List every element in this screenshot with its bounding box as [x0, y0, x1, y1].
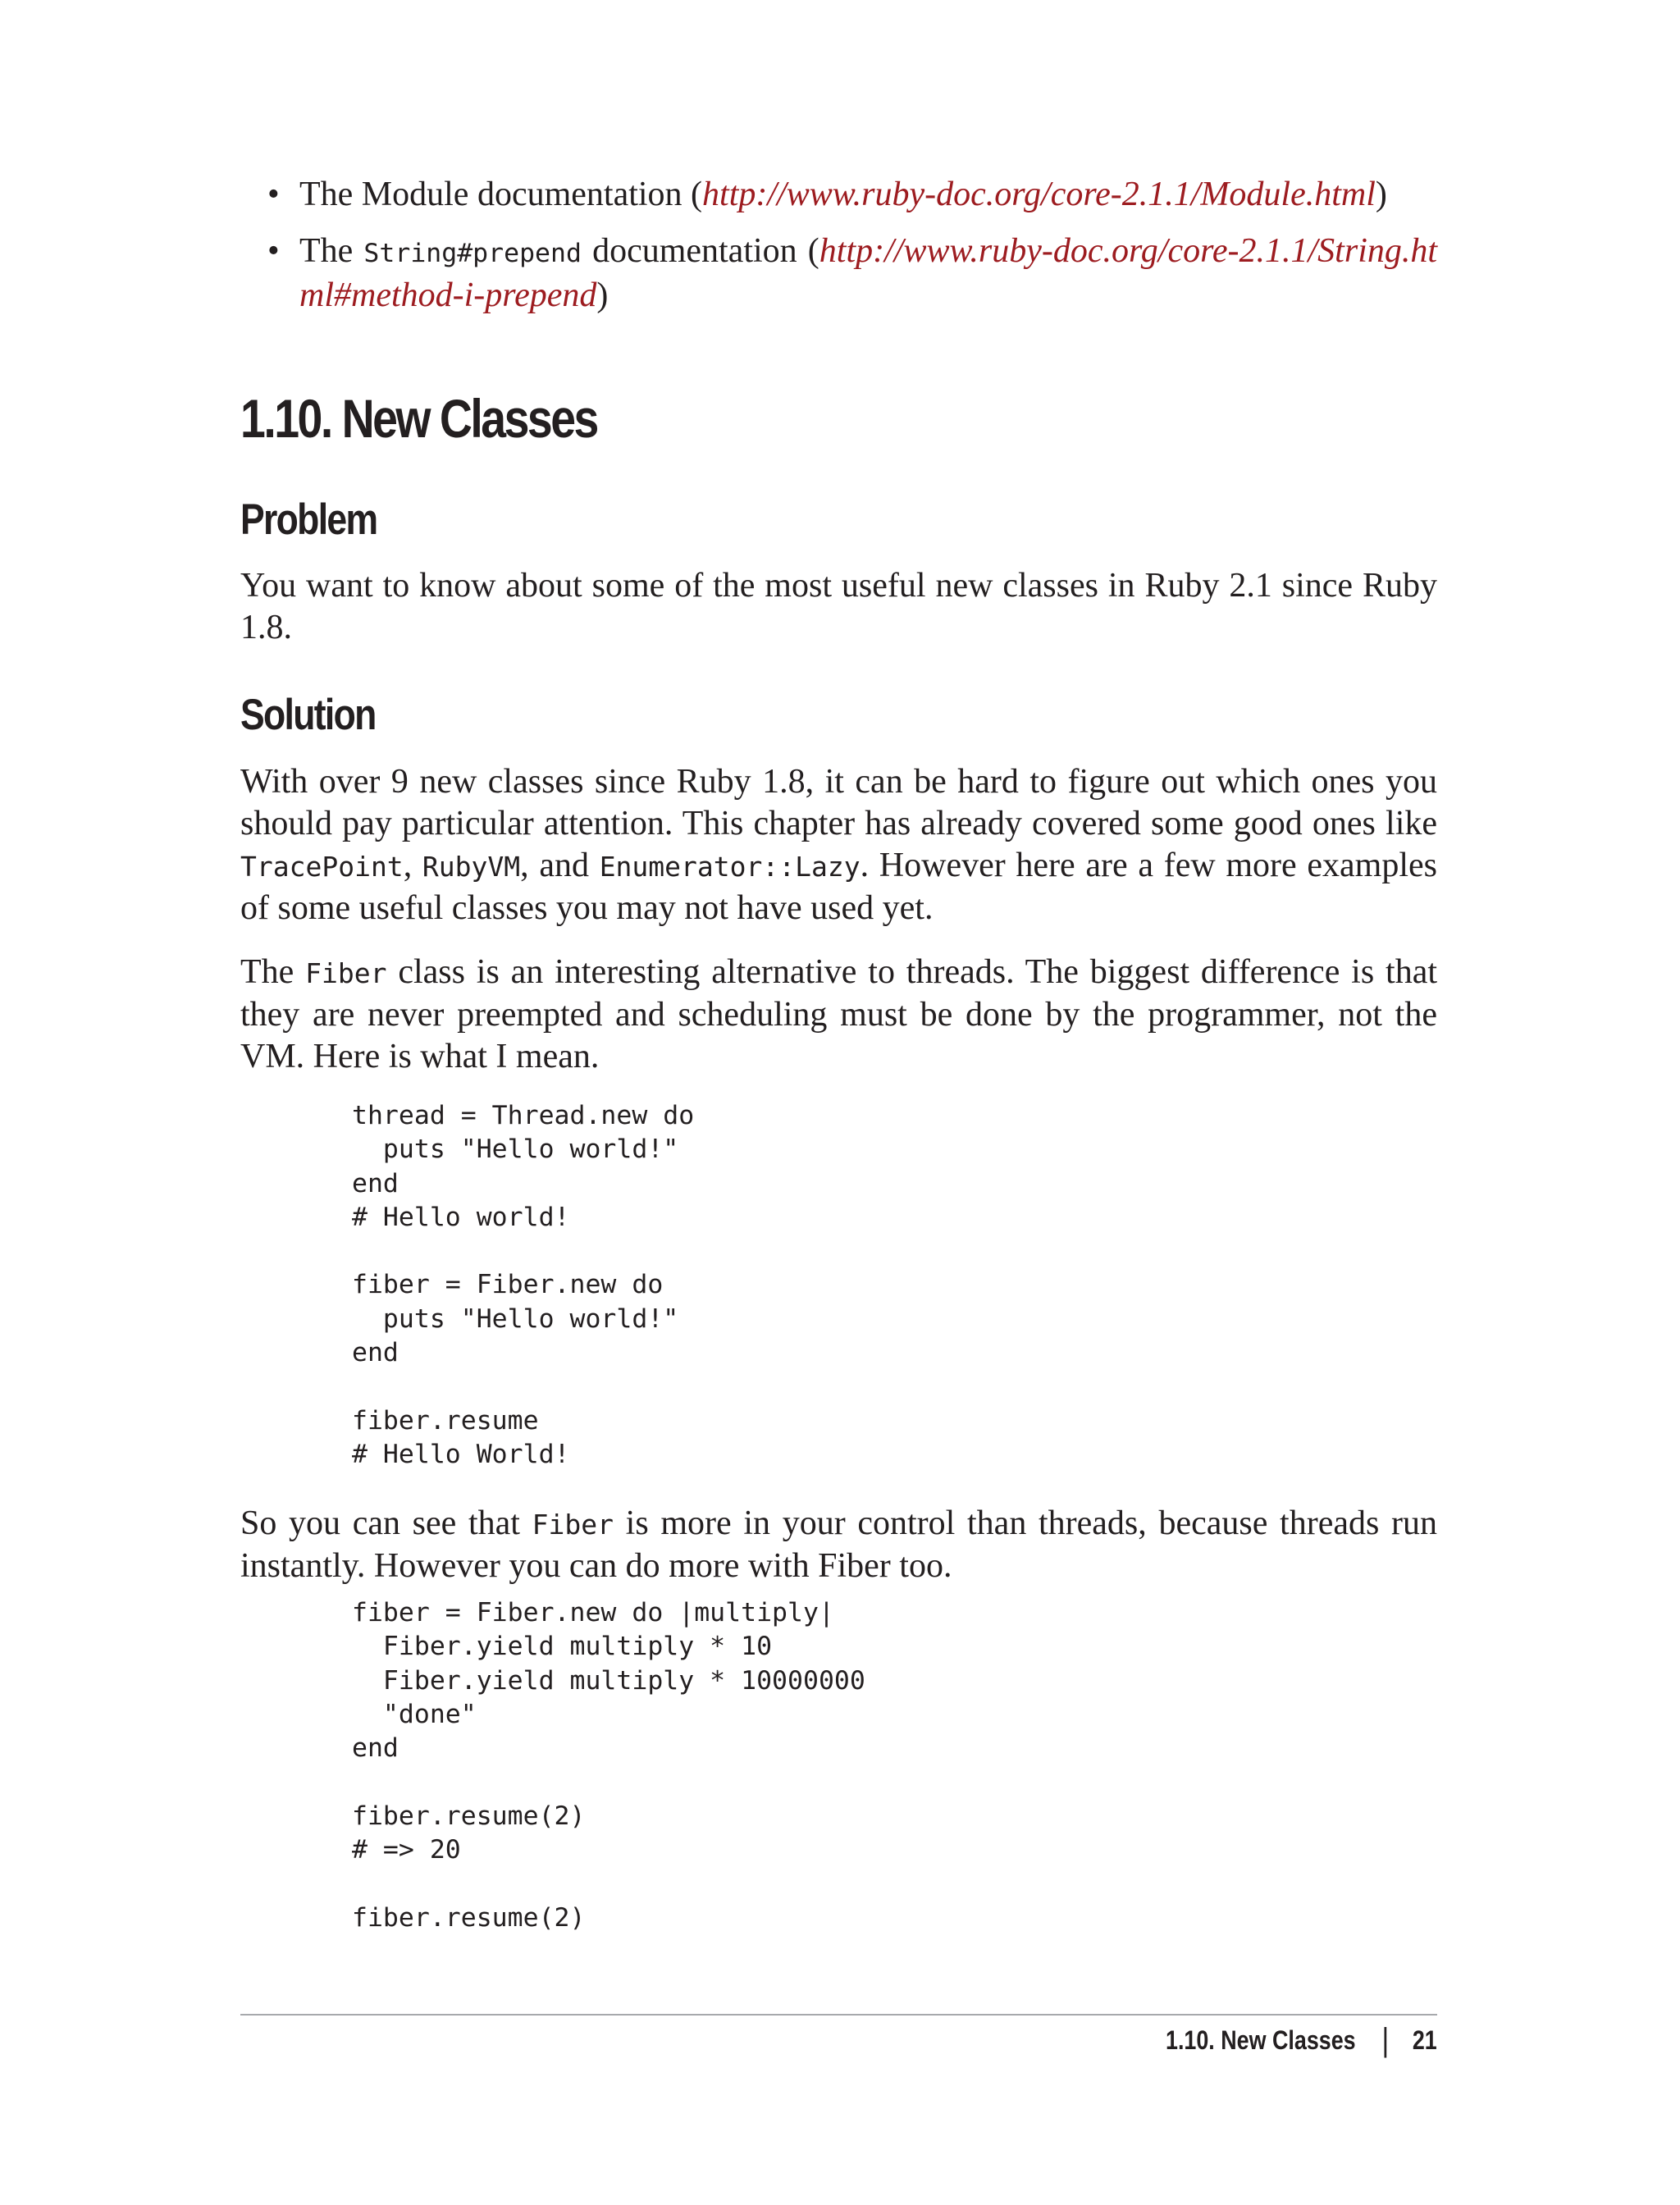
- module-doc-link[interactable]: http://www.ruby-doc.org/core-2.1.1/Module.html: [702, 176, 1376, 213]
- reference-open-paren: (: [807, 232, 819, 270]
- inline-code: String#prepend: [363, 239, 582, 268]
- reference-list: [240, 174, 1437, 331]
- paragraph-text: . However here are a few more examples of some useful classes you may not have used yet.: [240, 847, 1437, 927]
- bullet-icon: •: [267, 232, 280, 270]
- paragraph-text: With over 9 new classes since Ruby 1.8, it can be hard to figure out which ones you should pay particular attention. This chapter has already covered some good ones like: [240, 763, 1437, 842]
- solution-paragraph-3: [240, 1503, 1437, 1587]
- inline-code: RubyVM: [422, 851, 521, 883]
- solution-paragraph-2: [240, 952, 1437, 1078]
- paragraph-text: class is an interesting alternative to threads. The biggest difference is that they are never preempted and scheduling must be done by the programmer, not the VM. Here is what I mean.: [240, 953, 1438, 1075]
- problem-text: You want to know about some of the most useful new classes in Ruby 2.1 since Ruby 1.8.: [240, 567, 1437, 646]
- paragraph-text: So you can see that: [240, 1504, 532, 1542]
- reference-suffix: ): [596, 276, 609, 314]
- inline-code: TracePoint: [240, 851, 404, 883]
- footer-section-title: 1.10. New Classes: [1166, 2025, 1356, 2055]
- solution-paragraph-1: [240, 761, 1437, 929]
- footer-separator: |: [1381, 2022, 1390, 2058]
- code-block-thread-fiber: thread = Thread.new do puts "Hello world!" end # Hello world! fiber = Fiber.new do puts "Hello world!" end fiber.resume # Hello World!: [352, 1101, 695, 1469]
- page-footer: [1166, 2024, 1437, 2057]
- footer-divider: [240, 2014, 1437, 2016]
- paragraph-text: is more in your control than threads, because threads run instantly. However you can do more with Fiber too.: [240, 1504, 1437, 1585]
- section-title: 1.10. New Classes: [240, 388, 597, 449]
- reference-item-module: [240, 174, 1437, 216]
- bullet-icon: •: [267, 176, 280, 213]
- solution-heading: Solution: [240, 691, 376, 739]
- inline-code: Enumerator::Lazy: [599, 851, 861, 883]
- string-prepend-doc-link[interactable]: http://www.ruby-doc.org/core-2.1.1/String.html#method-i-prepend: [299, 232, 1438, 314]
- reference-suffix: ): [1375, 176, 1387, 213]
- inline-code: Fiber: [305, 957, 387, 989]
- reference-middle: documentation: [592, 232, 797, 270]
- reference-prefix: The Module documentation (: [299, 176, 703, 213]
- reference-prefix: The: [299, 232, 354, 270]
- paragraph-text: The: [240, 953, 306, 991]
- reference-item-string-prepend: [240, 231, 1437, 317]
- code-block-fiber-yield: fiber = Fiber.new do |multiply| Fiber.yield multiply * 10 Fiber.yield multiply * 10000000 "done" end fiber.resume(2) # => 20 fiber.resume(2): [352, 1598, 865, 1933]
- paragraph-text: , and: [520, 847, 600, 884]
- page-number: 21: [1413, 2025, 1437, 2055]
- problem-heading: Problem: [240, 495, 377, 544]
- paragraph-text: ,: [403, 847, 422, 884]
- inline-code: Fiber: [532, 1509, 614, 1541]
